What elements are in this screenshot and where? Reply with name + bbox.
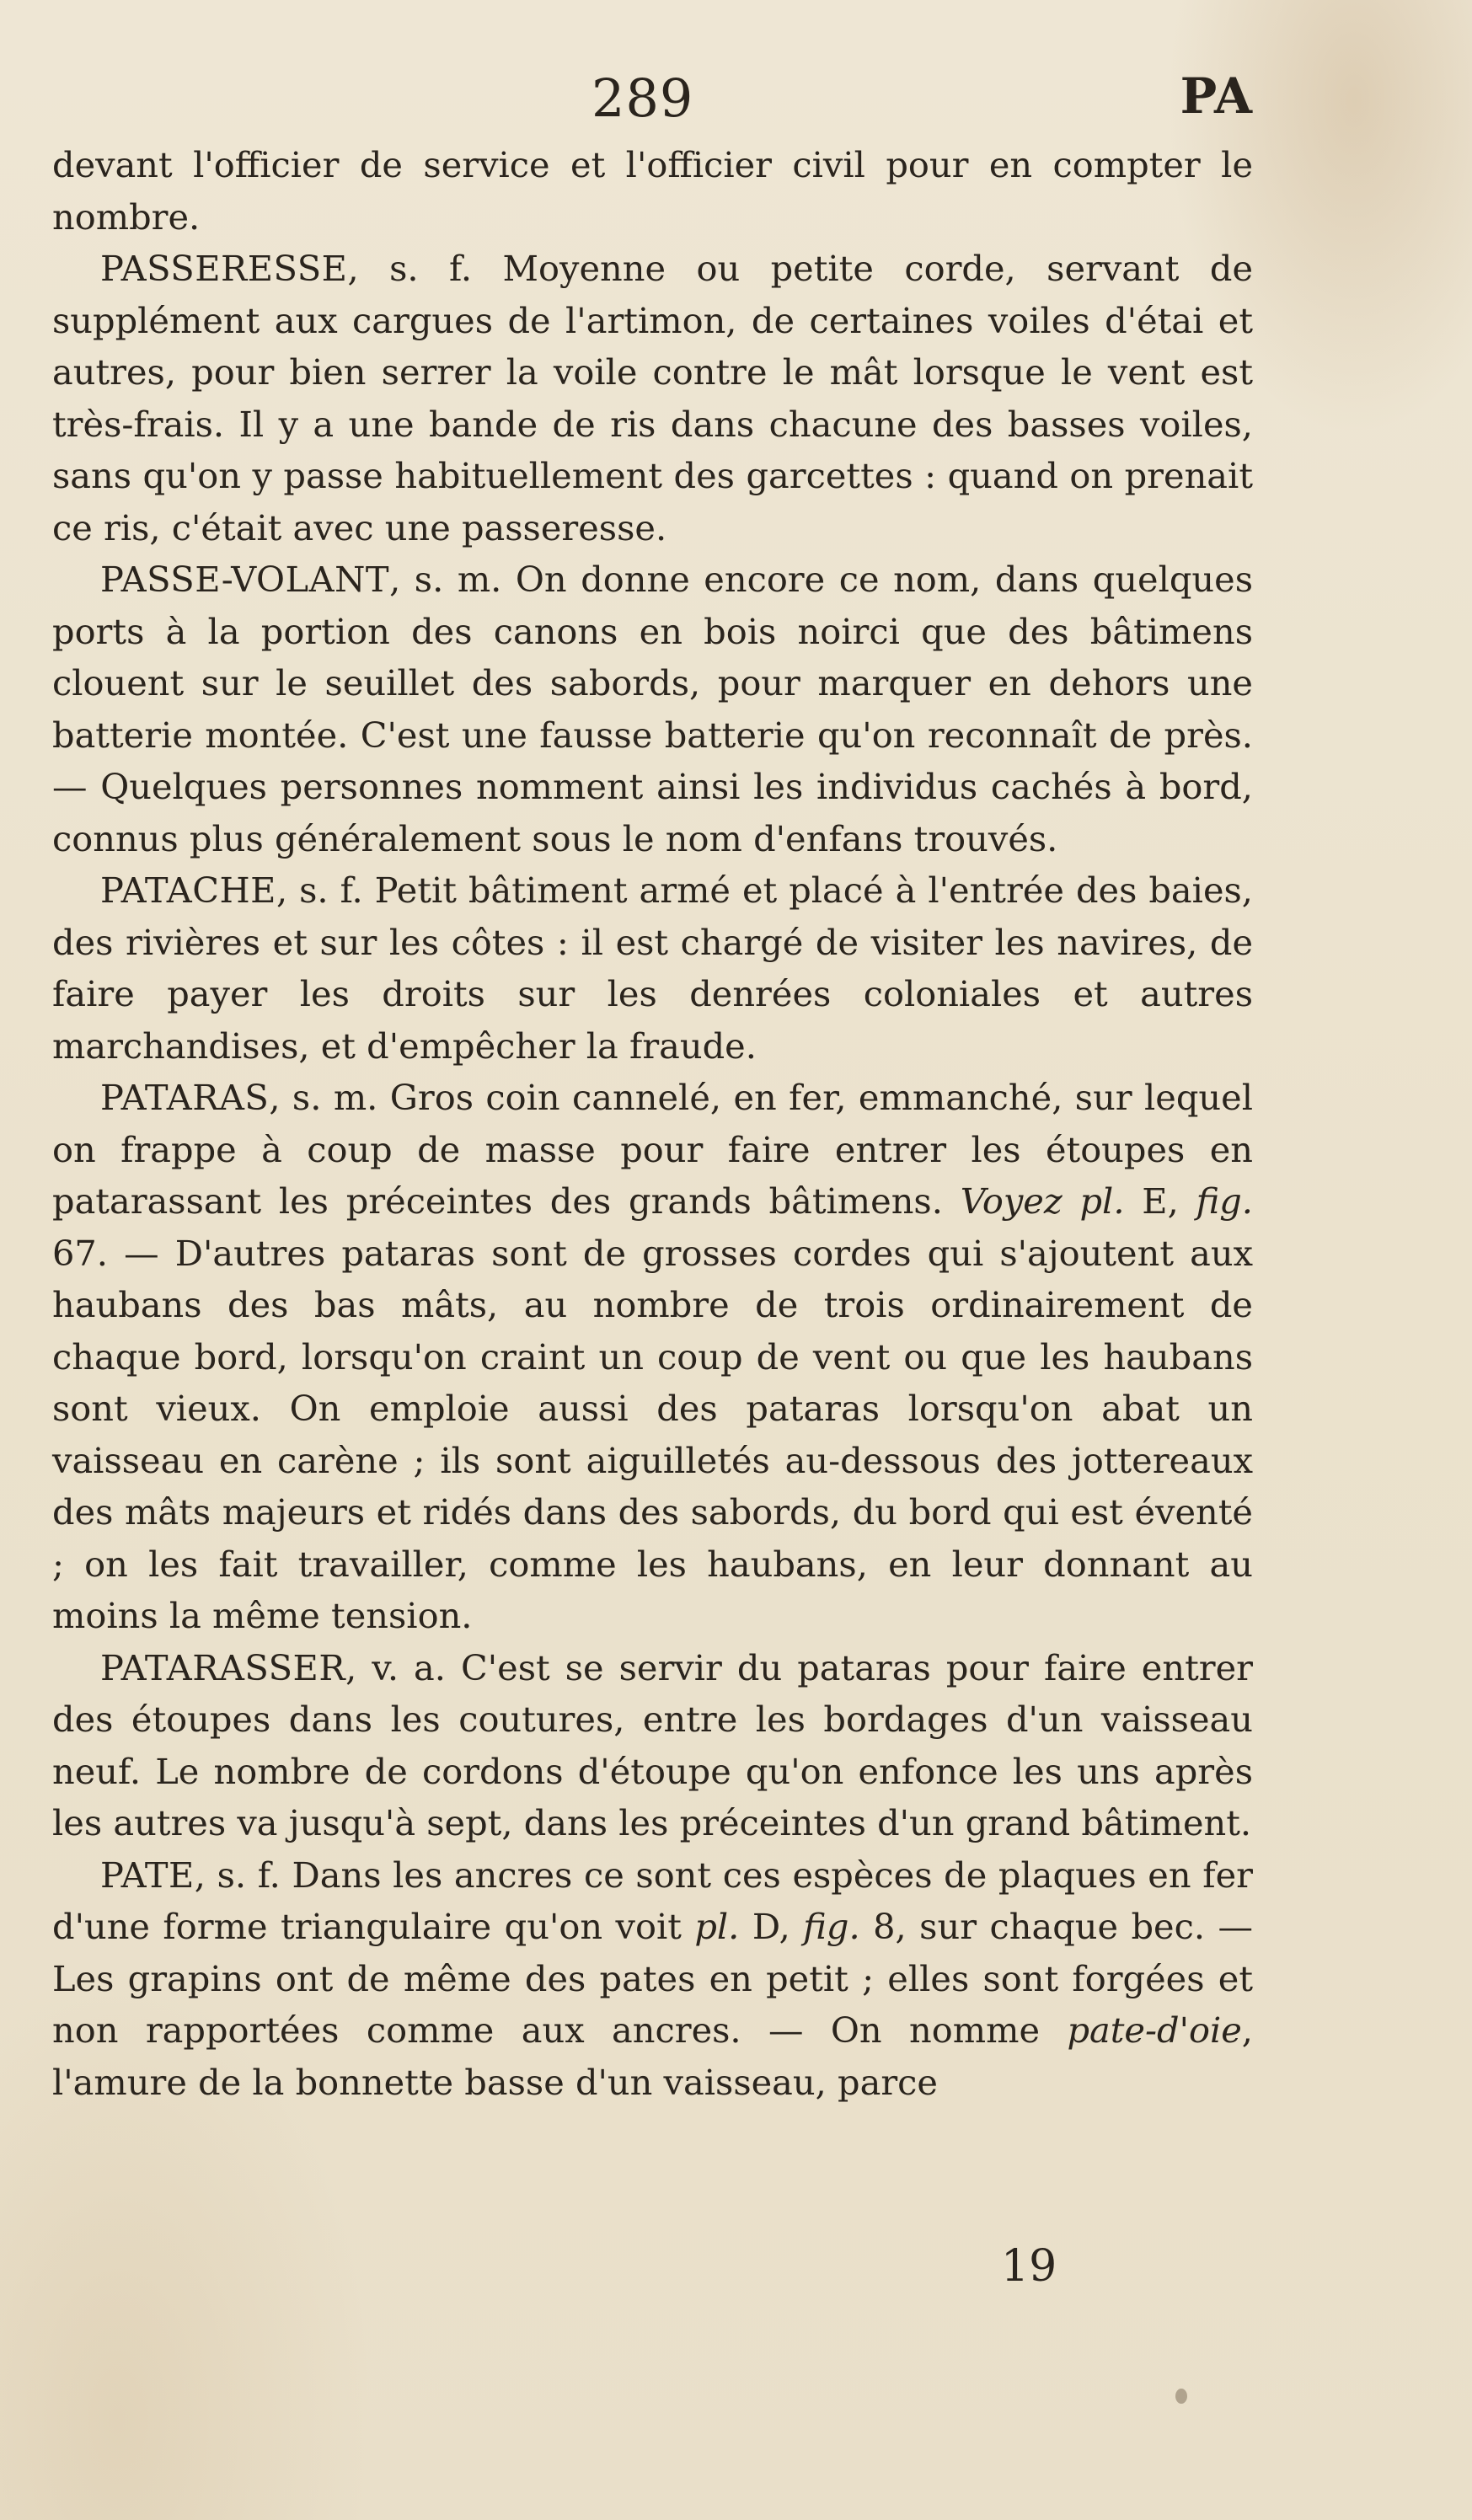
headword: PATARASSER: [100, 1646, 346, 1688]
entry-patarasser: [52, 1642, 1253, 1849]
entry-passeresse: [52, 243, 1253, 554]
part-of-speech: , s. m.: [269, 1077, 378, 1118]
headword: PATARAS: [100, 1077, 270, 1118]
page-number: 289: [591, 67, 694, 129]
entry-passe-volant: [52, 554, 1253, 864]
definition-part: 8, sur chaque bec. — Les grapins ont de même des pates en petit ; elles sont forgées et non rapportées comme aux ancres. — On nomme: [52, 1906, 1253, 2051]
definition: Petit bâtiment armé et placé à l'entrée des baies, des rivières et sur les côtes : il est chargé de visiter les navires, de faire payer les droits sur les denrées coloniales et autres marchandises, et d'empêcher la fraude.: [52, 869, 1253, 1067]
definition-part: D,: [739, 1906, 804, 1947]
headword: PASSE-VOLANT: [100, 559, 390, 600]
definition: C'est se servir du pataras pour faire entrer des étoupes dans les coutures, entre les bordages d'un vaisseau neuf. Le nombre de cordons d'étoupe qu'on enfonce les uns après les autres va jusqu'à sept, dans les préceintes d'un grand bâtiment.: [52, 1646, 1253, 1843]
definition-part: Dans les ancres ce sont ces espèces de plaques en fer d'une forme triangulaire qu'on voit: [52, 1854, 1253, 1947]
headword: PASSERESSE: [100, 248, 348, 289]
running-head: PA: [1180, 67, 1253, 125]
headword: PATACHE: [100, 869, 276, 911]
italic-term: pate-d'oie: [1067, 2009, 1242, 2051]
definition-part: E,: [1124, 1180, 1196, 1222]
definition-part: , l'amure de la bonnette basse d'un vaisseau, parce: [52, 2009, 1253, 2103]
definition: On donne encore ce nom, dans quelques ports à la portion des canons en bois noirci que des bâtimens clouent sur le seuillet des sabords, pour marquer en dehors une batterie montée. C'est une fausse batterie qu'on reconnaît de près. — Quelques personnes nomment ainsi les individus cachés à bord, connus plus généralement sous le nom d'enfans trouvés.: [52, 559, 1253, 859]
entry-patache: [52, 864, 1253, 1072]
page-header: [52, 67, 1253, 143]
figure-reference: fig.: [803, 1906, 860, 1947]
signature-mark: 19: [1001, 2241, 1057, 2292]
part-of-speech: , v. a.: [345, 1646, 446, 1688]
plate-reference: pl.: [694, 1906, 740, 1947]
part-of-speech: , s. m.: [389, 559, 502, 600]
page-text: [52, 139, 1253, 2108]
headword: PATE: [100, 1854, 195, 1896]
continuation-paragraph: devant l'officier de service et l'officier civil pour en compter le nombre.: [52, 144, 1253, 238]
definition-part: Gros coin cannelé, en fer, emmanché, sur lequel on frappe à coup de masse pour faire entrer les étoupes en patarassant les préceintes des grands bâtimens.: [52, 1077, 1253, 1222]
entry-pate: [52, 1849, 1253, 2109]
figure-reference: fig.: [1196, 1180, 1253, 1222]
part-of-speech: , s. f.: [276, 869, 363, 911]
part-of-speech: , s. f.: [347, 248, 473, 289]
ink-spot: [1175, 2389, 1187, 2404]
entry-pataras: [52, 1072, 1253, 1642]
definition: Moyenne ou petite corde, servant de supplément aux cargues de l'artimon, de certaines voiles d'étai et autres, pour bien serrer la voile contre le mât lorsque le vent est très-frais. Il y a une bande de ris dans chacune des basses voiles, sans qu'on y passe habituellement des garcettes : quand on prenait ce ris, c'était avec une passeresse.: [52, 248, 1254, 548]
part-of-speech: , s. f.: [194, 1854, 281, 1896]
definition-part: 67. — D'autres pataras sont de grosses cordes qui s'ajoutent aux haubans des bas mâts, au nombre de trois ordinairement de chaque bord, lorsqu'on craint un coup de vent ou que les haubans sont vieux. On emploie aussi des pataras lorsqu'on abat un vaisseau en carène ; ils sont aiguilletés au-dessous des jottereaux des mâts majeurs et ridés dans des sabords, du bord qui est éventé ; on les fait travailler, comme les haubans, en leur donnant au moins la même tension.: [52, 1232, 1253, 1636]
cross-reference: Voyez pl.: [960, 1180, 1125, 1222]
